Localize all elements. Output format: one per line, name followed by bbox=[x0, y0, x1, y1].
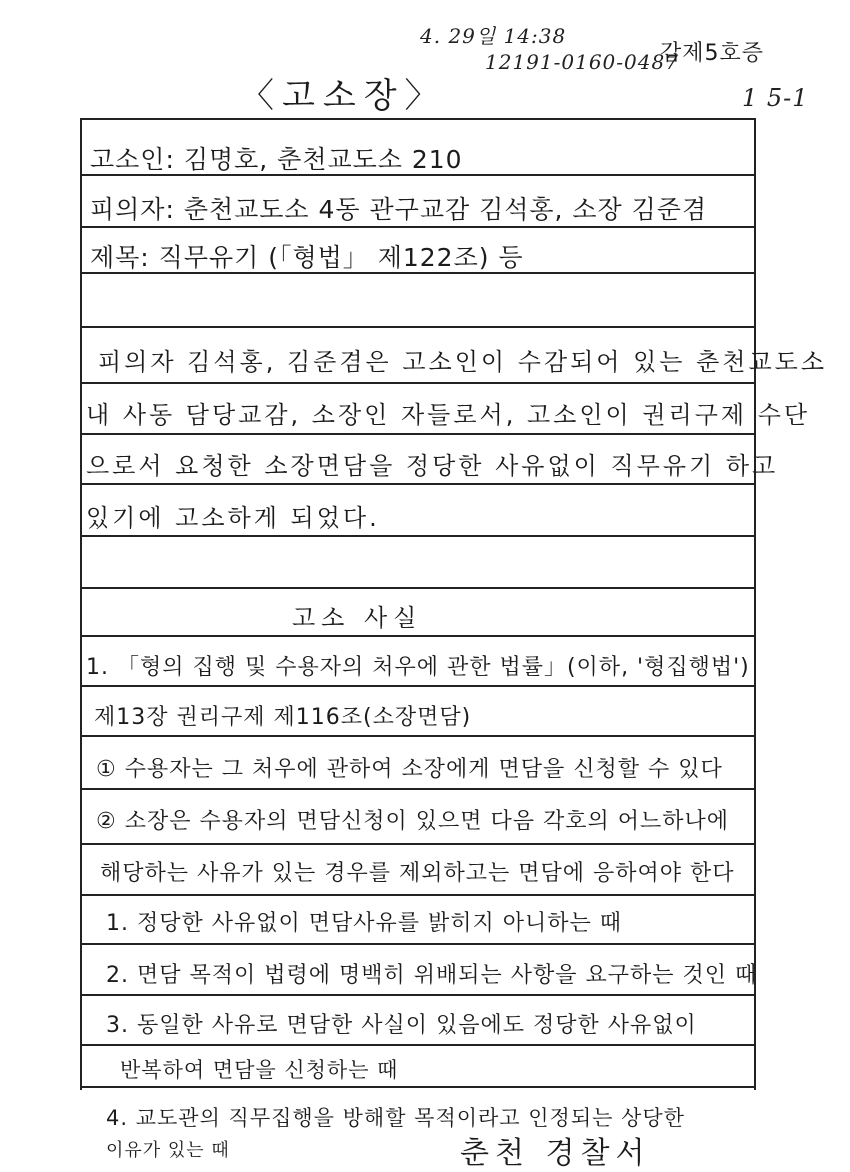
summary-line: 있기에 고소하게 되었다. bbox=[86, 504, 380, 532]
rule-line bbox=[80, 1086, 754, 1088]
rule-line bbox=[80, 382, 754, 384]
body-line: 해당하는 사유가 있는 경우를 제외하고는 면담에 응하여야 한다 bbox=[100, 861, 735, 886]
rule-line bbox=[80, 685, 754, 687]
rule-line bbox=[80, 535, 754, 537]
rule-line bbox=[80, 483, 754, 485]
summary-line: 피의자 김석홍, 김준겸은 고소인이 수감되어 있는 춘천교도소 bbox=[98, 348, 828, 376]
addressee: 춘천 경찰서 bbox=[460, 1136, 651, 1171]
rule-line bbox=[80, 326, 754, 328]
summary-line: 내 사동 담당교감, 소장인 자들로서, 고소인이 권리구제 수단 bbox=[86, 401, 811, 429]
rule-line bbox=[80, 587, 754, 589]
body-line: 이유가 있는 때 bbox=[106, 1140, 230, 1161]
document-title: 〈고소장〉 bbox=[240, 76, 447, 116]
rule-line bbox=[80, 788, 754, 790]
body-line: 3. 동일한 사유로 면담한 사실이 있음에도 정당한 사유없이 bbox=[106, 1013, 697, 1038]
body-line: ② 소장은 수용자의 면담신청이 있으면 다음 각호의 어느하나에 bbox=[96, 809, 729, 834]
rule-line bbox=[80, 894, 754, 896]
complainant-line: 고소인: 김명호, 춘천교도소 210 bbox=[90, 145, 463, 174]
rule-line bbox=[80, 1044, 754, 1046]
rule-line bbox=[80, 994, 754, 996]
body-line: 4. 교도관의 직무집행을 방해할 목적이라고 인정되는 상당한 bbox=[106, 1106, 685, 1130]
receipt-datetime: 4. 29일 14:38 bbox=[420, 24, 567, 48]
rule-line bbox=[80, 735, 754, 737]
summary-line: 으로서 요청한 소장면담을 정당한 사유없이 직무유기 하고 bbox=[86, 452, 779, 480]
body-line: 1. 정당한 사유없이 면담사유를 밝히지 아니하는 때 bbox=[106, 911, 622, 936]
subject-line: 제목: 직무유기 (「형법」 제122조) 등 bbox=[90, 243, 524, 272]
exhibit-label: 갑제5호증 bbox=[660, 41, 765, 66]
accused-line: 피의자: 춘천교도소 4동 관구교감 김석홍, 소장 김준겸 bbox=[90, 195, 708, 224]
page-number: 1 5-1 bbox=[742, 84, 809, 112]
rule-line bbox=[80, 226, 754, 228]
rule-line bbox=[80, 943, 754, 945]
body-line: 반복하여 면담을 신청하는 때 bbox=[120, 1058, 399, 1082]
document-number: 12191-0160-0487 bbox=[485, 50, 679, 74]
body-line: ① 수용자는 그 처우에 관하여 소장에게 면담을 신청할 수 있다 bbox=[96, 757, 723, 782]
body-line: 1. 「형의 집행 및 수용자의 처우에 관한 법률」(이하, '형집행법') bbox=[86, 655, 750, 680]
rule-line bbox=[80, 843, 754, 845]
body-line: 2. 면담 목적이 법령에 명백히 위배되는 사항을 요구하는 것인 때 bbox=[106, 963, 758, 988]
rule-line bbox=[80, 635, 754, 637]
body-line: 제13장 권리구제 제116조(소장면담) bbox=[94, 705, 472, 730]
rule-line bbox=[80, 433, 754, 435]
section-title: 고소 사실 bbox=[292, 604, 423, 632]
